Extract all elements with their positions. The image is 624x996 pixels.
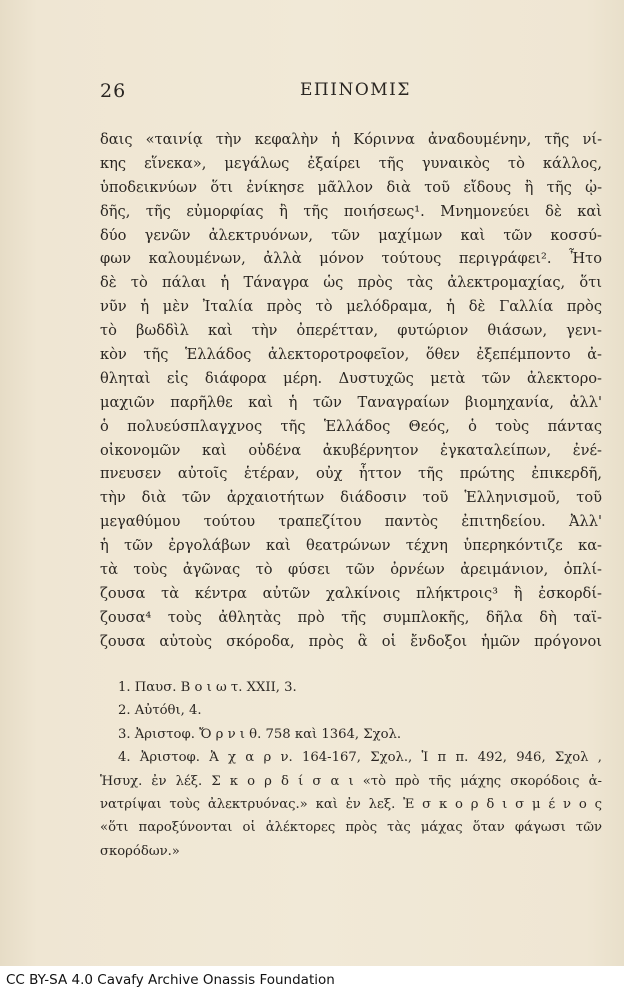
- text-line: πνευσεν αὐτοῖς ἑτέραν, οὐχ ἧττον τῆς πρώτης ἐπικερδῆ,: [100, 465, 602, 483]
- footnote-4-continuation: νατρίψαι τοὺς ἀλεκτρυόνας.» καὶ ἐν λεξ. Ἐ σ κ ο ρ δ ι σ μ έ ν ο ς: [100, 796, 602, 812]
- credit-bar: [0, 966, 624, 996]
- footnote-1: 1. Παυσ. Β ο ι ω τ. XXII, 3.: [118, 680, 297, 695]
- text-line: μαχιῶν παρῆλθε καὶ ἡ τῶν Ταναγραίων βιομηχανία, ἀλλ': [100, 393, 602, 411]
- text-line: ὑποδεικνύων ὅτι ἐνίκησε μᾶλλον διὰ τοῦ εἴδους ἢ τῆς ᾠ-: [100, 178, 602, 196]
- body-text: [100, 128, 602, 654]
- footnote-3: 3. Ἀριστοφ. Ὄ ρ ν ι θ. 758 καὶ 1364, Σχολ.: [118, 726, 402, 742]
- page-number: 26: [100, 80, 127, 102]
- running-head: ΕΠΙΝΟΜΙΣ: [300, 80, 411, 100]
- text-line: δαις «ταινίᾳ τὴν κεφαλὴν ἡ Κόριννα ἀναδουμένην, τῆς νί-: [100, 131, 602, 148]
- text-line: ὁ πολυεύσπλαγχνος τῆς Ἑλλάδος Θεός, ὁ τοὺς πάντας: [100, 417, 602, 435]
- footnote-4-continuation: σκορόδων.»: [100, 843, 180, 859]
- text-line: οἰκονομῶν καὶ οὐδένα ἀκυβέρνητον ἐγκαταλείπων, ἐνέ-: [100, 441, 602, 459]
- license-credit: CC BY-SA 4.0 Cavafy Archive Onassis Foundation: [6, 972, 335, 988]
- footnote-4-continuation: «ὅτι παροξύνονται οἱ ἀλέκτορες πρὸς τὰς μάχας ὅταν φάγωσι τῶν: [100, 820, 602, 836]
- text-line: ἡ τῶν ἐργολάβων καὶ θεατρώνων τέχνη ὑπερηκόντιζε κα-: [100, 537, 602, 555]
- text-line: θληταὶ εἰς διάφορα μέρη. Δυστυχῶς μετὰ τῶν ἀλεκτορο-: [100, 369, 602, 387]
- text-line: δὲ τὸ πάλαι ἡ Τάναγρα ὡς πρὸς τὰς ἀλεκτρομαχίας, ὅτι: [100, 274, 602, 292]
- text-line: ζουσα⁴ τοὺς ἀθλητὰς πρὸ τῆς συμπλοκῆς, δῆλα δὴ ταϊ-: [100, 608, 602, 626]
- text-line: φων καλουμένων, ἀλλὰ μόνον τούτους περιγράφει². Ἦτο: [100, 250, 602, 268]
- text-line: τὰ τοὺς ἀγῶνας τὸ φύσει τῶν ὀρνέων ἀρειμάνιον, ὀπλί-: [100, 561, 602, 579]
- footnote-4-continuation: Ἡσυχ. ἐν λέξ. Σ κ ο ρ δ ί σ α ι «τὸ πρὸ τῆς μάχης σκορόδοις ἀ-: [100, 773, 602, 789]
- text-line: κης εἵνεκα», μεγάλως ἐξαίρει τῆς γυναικὸς τὸ κάλλος,: [100, 154, 602, 172]
- page-header: [100, 80, 568, 110]
- text-line: τὸ βωδδὶλ καὶ τὴν ὀπερέτταν, φυτώριον θιάσων, γενι-: [100, 322, 602, 340]
- footnote-4: 4. Ἀριστοφ. Ἀ χ α ρ ν. 164-167, Σχολ., Ἱ π π. 492, 946, Σχολ ,: [118, 750, 602, 766]
- text-line: ζουσα αὐτοὺς σκόροδα, πρὸς ἃ οἱ ἔνδοξοι ἡμῶν πρόγονοι: [100, 632, 602, 650]
- footnotes: [100, 676, 602, 863]
- text-line: δῆς, τῆς εὐμορφίας ἢ τῆς ποιήσεως¹. Μνημονεύει δὲ καὶ: [100, 202, 602, 220]
- footnote-2: 2. Αὐτόθι, 4.: [118, 703, 202, 719]
- text-line: ζουσα τὰ κέντρα αὐτῶν χαλκίνοις πλήκτροις³ ἢ ἐσκορδί-: [100, 584, 602, 602]
- text-line: μεγαθύμου τούτου τραπεζίτου παντὸς ἐπιτηδείου. Ἀλλ': [100, 513, 602, 531]
- text-line: δύο γενῶν ἀλεκτρυόνων, τῶν μαχίμων καὶ τῶν κοσσύ-: [100, 226, 602, 244]
- text-line: τὴν διὰ τῶν ἀρχαιοτήτων διάδοσιν τοῦ Ἑλληνισμοῦ, τοῦ: [100, 489, 602, 507]
- text-line: νῦν ἡ μὲν Ἰταλία πρὸς τὸ μελόδραμα, ἡ δὲ Γαλλία πρὸς: [100, 298, 602, 316]
- text-line: κὸν τῆς Ἑλλάδος ἀλεκτοροτροφεῖον, ὅθεν ἐξεπέμποντο ἀ-: [100, 346, 602, 364]
